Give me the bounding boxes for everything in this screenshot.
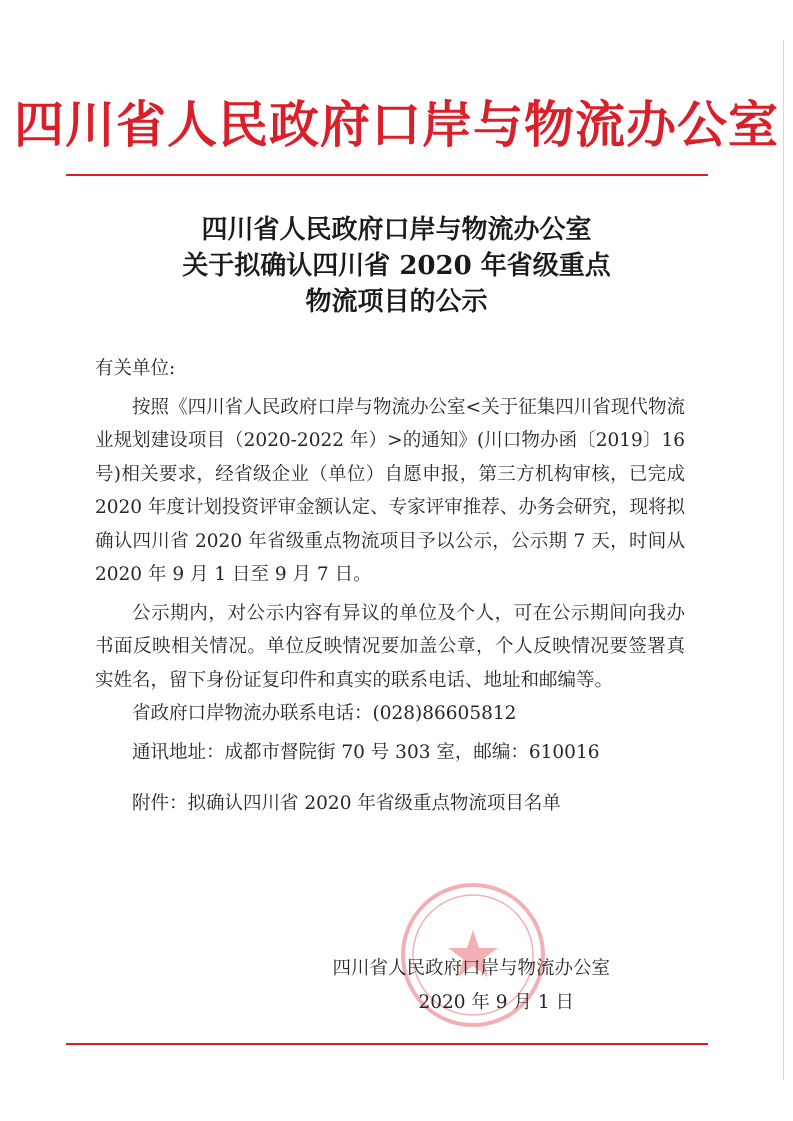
signature-date: 2020 年 9 月 1 日 <box>418 991 574 1013</box>
paragraph-notice: 按照《四川省人民政府口岸与物流办公室<关于征集四川省现代物流业规划建设项目（2020-2022 年）>的通知》(川口物办函〔2019〕16 号)相关要求，经省级企业（单位）自愿申报，第三方机构审核，已完成 2020 年度计划投资评审金额认定、专家评审推荐、办务会研究，现将拟确认四川省 2020 年省级重点物流项目予以公示，公示期 7 天，时间从 2020 年 9 月 1 日至 9 月 7 日。 <box>95 396 685 585</box>
masthead: 四川省人民政府口岸与物流办公室 <box>14 95 779 154</box>
scan-edge-line <box>783 40 784 1080</box>
contact-phone: 省政府口岸物流办联系电话：(028)86605812 <box>132 703 517 724</box>
document-body <box>95 352 685 821</box>
title-line-1: 四川省人民政府口岸与物流办公室 <box>201 215 592 245</box>
attachment-note: 附件：拟确认四川省 2020 年省级重点物流项目名单 <box>132 793 561 814</box>
contact-address: 通讯地址：成都市督院街 70 号 303 室，邮编：610016 <box>132 741 600 763</box>
masthead-divider <box>66 174 708 176</box>
title-line-2: 关于拟确认四川省 2020 年省级重点 <box>182 251 611 281</box>
salutation: 有关单位: <box>95 358 176 379</box>
paragraph-objection: 公示期内，对公示内容有异议的单位及个人，可在公示期间向我办书面反映相关情况。单位反映情况要加盖公章，个人反映情况要签署真实姓名，留下身份证复印件和真实的联系电话、地址和邮编等。 <box>95 602 685 691</box>
document-title <box>0 212 793 320</box>
title-line-3: 物流项目的公示 <box>305 287 488 317</box>
signature-organization: 四川省人民政府口岸与物流办公室 <box>332 958 610 979</box>
footer-divider <box>66 1043 708 1045</box>
signature-block <box>0 952 610 1019</box>
